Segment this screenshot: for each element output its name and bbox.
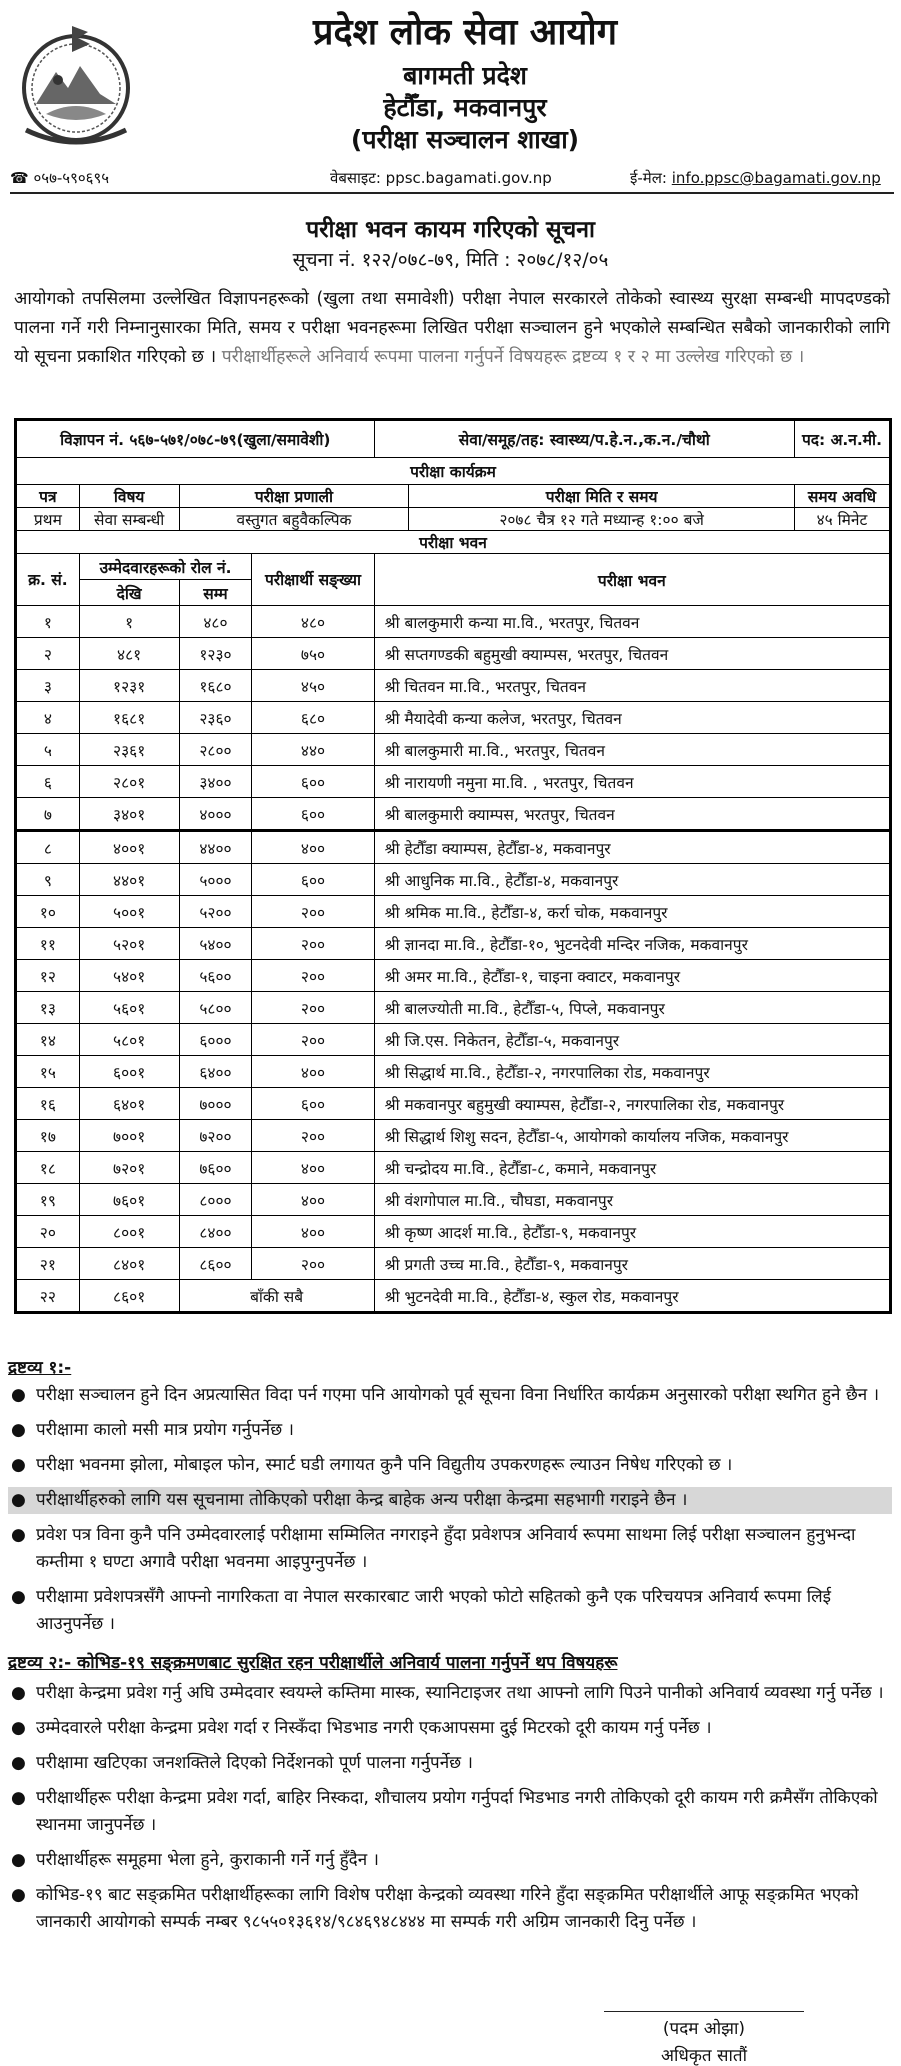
list-item-text: परीक्षा सञ्चालन हुने दिन अप्रत्यासित विदा पर्न गएमा पनि आयोगको पूर्व सूचना विना निर्धारित कार्यक्रम अनुसारको परीक्षा स्थगित हुने छैन ।	[36, 1385, 880, 1405]
row-venue: श्री कृष्ण आदर्श मा.वि., हेटौँडा-९, मकवानपुर	[374, 1216, 890, 1248]
note2-list	[8, 1680, 892, 1944]
phone-icon: ☎	[10, 169, 29, 187]
notice-title: परीक्षा भवन कायम गरिएको सूचना	[306, 217, 595, 243]
row-roll-from: ३४०१	[79, 798, 179, 831]
table-row	[16, 1184, 891, 1216]
table-row	[16, 670, 891, 702]
bullet-icon: ●	[11, 1788, 26, 1808]
list-item	[8, 1452, 892, 1479]
row-venue: श्री बालकुमारी कन्या मा.वि., भरतपुर, चितवन	[374, 606, 890, 638]
row-candidate-count: ६००	[252, 1088, 374, 1120]
list-item-text: परीक्षार्थीहरू समूहमा भेला हुने, कुराकानी गर्ने गर्नु हुँदैन ।	[36, 1850, 379, 1870]
row-roll-to: १२३०	[179, 638, 252, 670]
row-candidate-count: ४००	[252, 1216, 374, 1248]
row-candidate-count: ४००	[252, 1056, 374, 1088]
row-serial: ६	[16, 766, 80, 798]
row-serial: १९	[16, 1184, 80, 1216]
row-candidate-count: ६००	[252, 766, 374, 798]
table-row	[16, 1280, 891, 1313]
bullet-icon: ●	[11, 1718, 26, 1738]
website[interactable]: वेबसाइट: ppsc.bagamati.gov.np	[330, 169, 552, 187]
row-roll-to: ५०००	[179, 864, 252, 896]
row-serial: १८	[16, 1152, 80, 1184]
list-item	[8, 1382, 892, 1409]
row-roll-to: ३४००	[179, 766, 252, 798]
row-roll-from: ८००१	[79, 1216, 179, 1248]
row-roll-from: २८०१	[79, 766, 179, 798]
row-roll-from: ८४०१	[79, 1248, 179, 1280]
province-name: बागमती प्रदेश	[403, 61, 527, 90]
row-serial: ११	[16, 928, 80, 960]
email-label: ई-मेल:	[630, 169, 667, 187]
row-roll-from: २३६१	[79, 734, 179, 766]
row-serial: १७	[16, 1120, 80, 1152]
row-roll-to: ५४००	[179, 928, 252, 960]
row-roll-to: ६०००	[179, 1024, 252, 1056]
row-roll-from: ५४०१	[79, 960, 179, 992]
bullet-icon: ●	[11, 1885, 26, 1905]
row-venue: श्री सिद्धार्थ शिशु सदन, हेटौँडा-५, आयोगको कार्यालय नजिक, मकवानपुर	[374, 1120, 890, 1152]
row-venue: श्री मकवानपुर बहुमुखी क्याम्पस, हेटौँडा-२, नगरपालिका रोड, मकवानपुर	[374, 1088, 890, 1120]
col-from: देखि	[79, 580, 179, 606]
row-serial: १६	[16, 1088, 80, 1120]
row-candidate-count: ६८०	[252, 702, 374, 734]
row-candidate-count: २००	[252, 896, 374, 928]
row-candidate-count: २००	[252, 1120, 374, 1152]
row-venue: श्री ज्ञानदा मा.वि., हेटौँडा-१०, भुटनदेवी मन्दिर नजिक, मकवानपुर	[374, 928, 890, 960]
schedule-title-row	[16, 458, 891, 485]
row-roll-to: ८४००	[179, 1216, 252, 1248]
list-item-text: परीक्षामा प्रवेशपत्रसँगै आफ्नो नागरिकता वा नेपाल सरकारबाट जारी भएको फोटो सहितको कुनै एक परिचयपत्र अनिवार्य रूपमा लिई आउनुपर्नेछ ।	[36, 1587, 832, 1634]
table-row	[16, 928, 891, 960]
row-roll-to: ४०००	[179, 798, 252, 831]
list-item	[8, 1882, 892, 1936]
row-venue: श्री आधुनिक मा.वि., हेटौँडा-४, मकवानपुर	[374, 864, 890, 896]
row-roll-from: ५२०१	[79, 928, 179, 960]
table-row	[16, 864, 891, 896]
row-roll-from: ६००१	[79, 1056, 179, 1088]
intro-text: आयोगको तपसिलमा उल्लेखित विज्ञापनहरूको (खुला तथा समावेशी) परीक्षा नेपाल सरकारले तोकेको स्वास्थ्य सुरक्षा सम्बन्धी मापदण्डको पालना गर्ने गरी निम्नानुसारका मिति, समय र परीक्षा भवनहरूमा लिखित परीक्षा सञ्चालन हुने भएकोले सम्बन्धित सबैको जानकारीको लागि यो सूचना प्रकाशित गरिएको छ ।	[14, 289, 890, 367]
list-item	[8, 1522, 892, 1576]
bullet-icon: ●	[11, 1490, 26, 1510]
phone-line	[10, 168, 109, 188]
table-row	[16, 960, 891, 992]
schedule-header-row	[16, 485, 891, 508]
row-roll-to: ४४००	[179, 831, 252, 864]
col-candidate-count: परीक्षार्थी सङ्ख्या	[252, 554, 374, 606]
schedule-value: ४५ मिनेट	[794, 508, 890, 531]
row-roll-to: २८००	[179, 734, 252, 766]
row-roll-from: ४००१	[79, 831, 179, 864]
list-item	[8, 1680, 892, 1707]
col-serial: क्र. सं.	[16, 554, 80, 606]
venue-title-row	[16, 531, 891, 554]
letterhead	[0, 0, 901, 190]
row-candidate-count: ४८०	[252, 606, 374, 638]
bullet-icon: ●	[11, 1587, 26, 1607]
row-venue: श्री बालकुमारी मा.वि., भरतपुर, चितवन	[374, 734, 890, 766]
note1-heading: द्रष्टव्य १:-	[8, 1358, 72, 1378]
signatory-title: अधिकृत सातौं	[661, 2046, 747, 2066]
row-candidate-count: ६००	[252, 864, 374, 896]
service-group-level: सेवा/समूह/तह: स्वास्थ्य/प.हे.न.,क.न./चौथो	[374, 420, 794, 458]
phone-number: ०५७-५९०६९५	[33, 169, 110, 187]
row-roll-from: ८६०१	[79, 1280, 179, 1313]
schedule-value: सेवा सम्बन्धी	[79, 508, 179, 531]
row-venue: श्री श्रमिक मा.वि., हेटौँडा-४, कर्रा चोक, मकवानपुर	[374, 896, 890, 928]
email-link[interactable]: info.ppsc@bagamati.gov.np	[671, 169, 881, 187]
row-roll-from: ५८०१	[79, 1024, 179, 1056]
row-venue: श्री चितवन मा.वि., भरतपुर, चितवन	[374, 670, 890, 702]
email-line	[630, 168, 881, 188]
signature-line	[604, 2011, 804, 2012]
row-roll-from: १२३१	[79, 670, 179, 702]
row-venue: श्री मैयादेवी कन्या कलेज, भरतपुर, चितवन	[374, 702, 890, 734]
schedule-value: २०७८ चैत्र १२ गते मध्यान्ह १:०० बजे	[409, 508, 795, 531]
row-roll-from: ६४०१	[79, 1088, 179, 1120]
table-row	[16, 606, 891, 638]
row-venue: श्री अमर मा.वि., हेटौँडा-१, चाइना क्वाटर, मकवानपुर	[374, 960, 890, 992]
row-candidate-count: २००	[252, 960, 374, 992]
row-serial: ३	[16, 670, 80, 702]
col-to: सम्म	[179, 580, 252, 606]
list-item-text: परीक्षामा कालो मसी मात्र प्रयोग गर्नुपर्नेछ ।	[36, 1420, 294, 1440]
row-roll-from: ५००१	[79, 896, 179, 928]
row-venue: श्री हेटौँडा क्याम्पस, हेटौँडा-४, मकवानपुर	[374, 831, 890, 864]
advert-row	[16, 420, 891, 458]
list-item-text: परीक्षार्थीहरू परीक्षा केन्द्रमा प्रवेश गर्दा, बाहिर निस्कदा, शौचालय प्रयोग गर्नुपर्दा भिडभाड नगरी तोकिएको दूरी कायम गरी क्रमैसँग तोकिएको स्थानमा जानुपर्नेछ ।	[36, 1788, 878, 1835]
bullet-icon: ●	[11, 1753, 26, 1773]
list-item	[8, 1487, 892, 1514]
row-candidate-count: ४४०	[252, 734, 374, 766]
row-serial: १०	[16, 896, 80, 928]
schedule-header: विषय	[79, 485, 179, 508]
row-roll-to: ७२००	[179, 1120, 252, 1152]
list-item	[8, 1715, 892, 1742]
table-row	[16, 1056, 891, 1088]
row-roll-from: ४८१	[79, 638, 179, 670]
table-row	[16, 1248, 891, 1280]
list-item-text: परीक्षामा खटिएका जनशक्तिले दिएको निर्देशनको पूर्ण पालना गर्नुपर्नेछ ।	[36, 1753, 473, 1773]
row-candidate-count: २००	[252, 992, 374, 1024]
header-divider	[10, 192, 894, 194]
exam-venue-table	[14, 418, 892, 1314]
row-candidate-count: ४००	[252, 1152, 374, 1184]
table-row	[16, 1088, 891, 1120]
table-row	[16, 992, 891, 1024]
table-row	[16, 734, 891, 766]
row-venue: श्री बालकुमारी क्याम्पस, भरतपुर, चितवन	[374, 798, 890, 831]
table-row	[16, 798, 891, 831]
venue-title: परीक्षा भवन	[16, 531, 891, 554]
note2-heading: द्रष्टव्य २:- कोभिड-१९ सङ्क्रमणबाट सुरक्षित रहन परीक्षार्थीले अनिवार्य पालना गर्नुपर्ने थप विषयहरू	[8, 1653, 618, 1673]
row-candidate-count: ४००	[252, 831, 374, 864]
table-row	[16, 766, 891, 798]
row-roll-to: ४८०	[179, 606, 252, 638]
schedule-header: पत्र	[16, 485, 80, 508]
schedule-title: परीक्षा कार्यक्रम	[16, 458, 891, 485]
row-venue: श्री सप्तगण्डकी बहुमुखी क्याम्पस, भरतपुर, चितवन	[374, 638, 890, 670]
row-serial: २२	[16, 1280, 80, 1313]
row-venue: श्री सिद्धार्थ मा.वि., हेटौँडा-२, नगरपालिका रोड, मकवानपुर	[374, 1056, 890, 1088]
list-item	[8, 1417, 892, 1444]
row-roll-from: ७२०१	[79, 1152, 179, 1184]
schedule-header: परीक्षा प्रणाली	[179, 485, 409, 508]
schedule-header: परीक्षा मिति र समय	[409, 485, 795, 508]
row-candidate-count: ४००	[252, 1184, 374, 1216]
row-roll-rest: बाँकी सबै	[179, 1280, 374, 1313]
row-roll-to: ५२००	[179, 896, 252, 928]
row-serial: १४	[16, 1024, 80, 1056]
col-roll-number: उम्मेदवारहरूको रोल नं.	[79, 554, 252, 580]
row-venue: श्री नारायणी नमुना मा.वि. , भरतपुर, चितवन	[374, 766, 890, 798]
row-candidate-count: २००	[252, 928, 374, 960]
bullet-icon: ●	[11, 1525, 26, 1545]
row-roll-to: ७०००	[179, 1088, 252, 1120]
row-roll-to: ५८००	[179, 992, 252, 1024]
bullet-icon: ●	[11, 1683, 26, 1703]
row-roll-to: ५६००	[179, 960, 252, 992]
row-roll-to: ६४००	[179, 1056, 252, 1088]
row-serial: १	[16, 606, 80, 638]
bullet-icon: ●	[11, 1420, 26, 1440]
row-candidate-count: ४५०	[252, 670, 374, 702]
row-roll-from: ५६०१	[79, 992, 179, 1024]
schedule-value: वस्तुगत बहुवैकल्पिक	[179, 508, 409, 531]
row-roll-to: ७६००	[179, 1152, 252, 1184]
row-venue: श्री वंशगोपाल मा.वि., चौघडा, मकवानपुर	[374, 1184, 890, 1216]
bullet-icon: ●	[11, 1850, 26, 1870]
row-venue: श्री प्रगती उच्च मा.वि., हेटौँडा-९, मकवानपुर	[374, 1248, 890, 1280]
venue-header-row	[16, 554, 891, 580]
row-candidate-count: ७५०	[252, 638, 374, 670]
row-roll-to: १६८०	[179, 670, 252, 702]
table-row	[16, 831, 891, 864]
table-row	[16, 1120, 891, 1152]
table-row	[16, 1152, 891, 1184]
table-row	[16, 1024, 891, 1056]
list-item	[8, 1785, 892, 1839]
row-venue: श्री चन्द्रोदय मा.वि., हेटौँडा-८, कमाने, मकवानपुर	[374, 1152, 890, 1184]
table-row	[16, 1216, 891, 1248]
row-serial: २०	[16, 1216, 80, 1248]
intro-note: परीक्षार्थीहरूले अनिवार्य रूपमा पालना गर्नुपर्ने विषयहरू द्रष्टव्य १ र २ मा उल्लेख गरिएको छ ।	[221, 347, 805, 367]
row-roll-to: ८०००	[179, 1184, 252, 1216]
list-item-text: परीक्षा केन्द्रमा प्रवेश गर्नु अघि उम्मेदवार स्वयम्ले कम्तिमा मास्क, स्यानिटाइजर तथा आफ्नो लागि पिउने पानीको अनिवार्य व्यवस्था गर्नु पर्नेछ ।	[36, 1683, 884, 1703]
row-roll-from: ४४०१	[79, 864, 179, 896]
col-venue: परीक्षा भवन	[374, 554, 890, 606]
schedule-value-row	[16, 508, 891, 531]
row-serial: ९	[16, 864, 80, 896]
row-roll-from: ७००१	[79, 1120, 179, 1152]
venue-rows	[16, 606, 891, 1280]
table-row	[16, 702, 891, 734]
row-roll-to: २३६०	[179, 702, 252, 734]
schedule-value: प्रथम	[16, 508, 80, 531]
row-serial: ४	[16, 702, 80, 734]
row-serial: २	[16, 638, 80, 670]
row-serial: १३	[16, 992, 80, 1024]
table-row	[16, 896, 891, 928]
row-serial: २१	[16, 1248, 80, 1280]
list-item-text: कोभिड-१९ बाट सङ्क्रमित परीक्षार्थीहरूका लागि विशेष परीक्षा केन्द्रको व्यवस्था गरिने हुँदा सङ्क्रमित परीक्षार्थीले आफू सङ्क्रमित भएको जानकारी आयोगको सम्पर्क नम्बर ९८५५०१३६१४/९८४६९४८४४४ मा सम्पर्क गरी अग्रिम जानकारी दिनु पर्नेछ ।	[36, 1885, 859, 1932]
post-name: पद: अ.न.मी.	[794, 420, 890, 458]
list-item-text: परीक्षार्थीहरुको लागि यस सूचनामा तोकिएको परीक्षा केन्द्र बाहेक अन्य परीक्षा केन्द्रमा सहभागी गराइने छैन ।	[36, 1490, 688, 1510]
branch-name: (परीक्षा सञ्चालन शाखा)	[350, 125, 580, 154]
list-item	[8, 1847, 892, 1874]
office-location: हेटौँडा, मकवानपुर	[383, 93, 547, 122]
row-roll-from: १६८१	[79, 702, 179, 734]
government-emblem-icon	[16, 22, 136, 152]
table-row	[16, 638, 891, 670]
row-serial: १५	[16, 1056, 80, 1088]
advert-number: विज्ञापन नं. ५६७-५७१/०७८-७९(खुला/समावेशी)	[16, 420, 375, 458]
bullet-icon: ●	[11, 1455, 26, 1475]
row-candidate-count: ६००	[252, 798, 374, 831]
list-item-text: परीक्षा भवनमा झोला, मोबाइल फोन, स्मार्ट घडी लगायत कुनै पनि विद्युतीय उपकरणहरू ल्याउन निषेध गरिएको छ ।	[36, 1455, 733, 1475]
notice-reference: सूचना नं. १२२/०७८-७९, मिति : २०७८/१२/०५	[292, 249, 609, 271]
list-item	[8, 1584, 892, 1638]
row-roll-from: ७६०१	[79, 1184, 179, 1216]
row-venue: श्री भुटनदेवी मा.वि., हेटौँडा-४, स्कुल रोड, मकवानपुर	[374, 1280, 890, 1313]
org-name: प्रदेश लोक सेवा आयोग	[313, 12, 617, 53]
row-candidate-count: २००	[252, 1024, 374, 1056]
signatory-name: (पदम ओझा)	[662, 2019, 746, 2039]
row-serial: १२	[16, 960, 80, 992]
schedule-header: समय अवधि	[794, 485, 890, 508]
bullet-icon: ●	[11, 1385, 26, 1405]
row-serial: ५	[16, 734, 80, 766]
row-serial: ७	[16, 798, 80, 831]
list-item-text: उम्मेदवारले परीक्षा केन्द्रमा प्रवेश गर्दा र निस्कँदा भिडभाड नगरी एकआपसमा दुई मिटरको दूरी कायम गर्नु पर्नेछ ।	[36, 1718, 712, 1738]
list-item-text: प्रवेश पत्र विना कुनै पनि उम्मेदवारलाई परीक्षामा सम्मिलित नगराइने हुँदा प्रवेशपत्र अनिवार्य रूपमा साथमा लिई परीक्षा सञ्चालन हुनुभन्दा कम्तीमा १ घण्टा अगावै परीक्षा भवनमा आइपुग्नुपर्नेछ ।	[36, 1525, 856, 1572]
row-serial: ८	[16, 831, 80, 864]
notice-intro	[14, 285, 890, 372]
note1-list	[8, 1382, 892, 1646]
row-venue: श्री बालज्योती मा.वि., हेटौँडा-५, पिप्ले, मकवानपुर	[374, 992, 890, 1024]
list-item	[8, 1750, 892, 1777]
row-candidate-count: २००	[252, 1248, 374, 1280]
row-roll-from: १	[79, 606, 179, 638]
row-roll-to: ८६००	[179, 1248, 252, 1280]
row-venue: श्री जि.एस. निकेतन, हेटौँडा-५, मकवानपुर	[374, 1024, 890, 1056]
